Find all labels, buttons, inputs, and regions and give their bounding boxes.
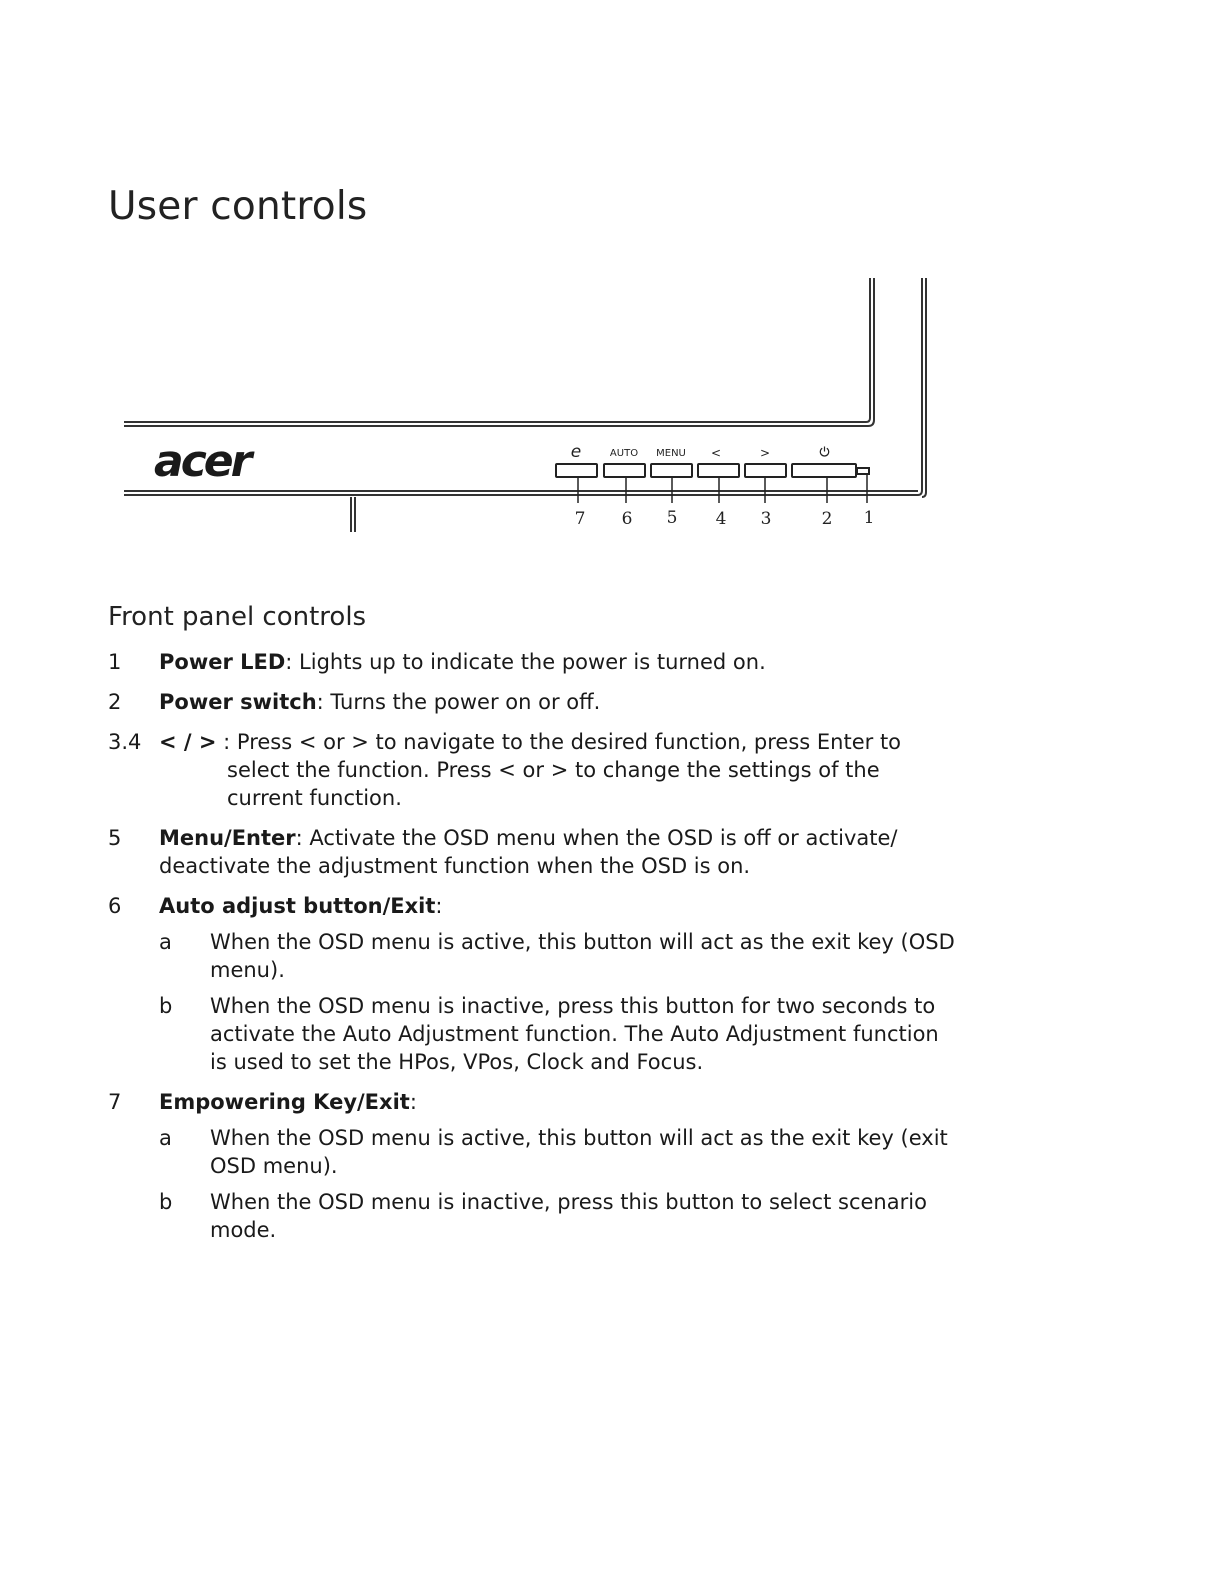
item-number: 7 [108,1090,122,1114]
sub-item-text: When the OSD menu is active, this button will act as the exit key (OSD menu). [210,930,955,982]
empowering-key-label: e [570,442,582,462]
list-item-empowering-key [108,1088,958,1244]
sub-item-letter: b [159,1190,173,1214]
item-number: 1 [108,650,122,674]
section-title: Front panel controls [108,602,367,632]
left-button[interactable] [698,464,739,477]
sub-item-letter: b [159,994,173,1018]
sub-item [159,1124,958,1180]
item-description: : Activate the OSD menu when the OSD is off or activate/ deactivate the adjustment function when the OSD is on. [159,826,898,878]
acer-logo: acer [154,436,250,487]
item-term: Power switch [159,690,317,714]
item-term: < / > [159,730,217,754]
power-led [857,468,869,474]
item-number: 3.4 [108,730,142,754]
left-arrow-label: < [710,446,722,460]
sub-item-text: When the OSD menu is active, this button will act as the exit key (exit OSD menu). [210,1126,948,1178]
list-item-navigate [108,728,958,812]
empowering-key-button[interactable] [556,464,597,477]
power-switch-button[interactable] [792,464,856,477]
right-arrow-label: > [759,446,771,460]
list-item-power-led [108,648,958,676]
page-title: User controls [108,184,368,229]
sub-item-text: When the OSD menu is inactive, press this button for two seconds to activate the Auto Adjustment function. The Auto Adjustment function is used to set the HPos, VPos, Clock and Focus. [210,994,939,1074]
menu-button[interactable] [651,464,692,477]
item-description: : Press < or > to navigate to the desired function, press Enter to select the function. Press < or > to change the settings of the current function. [216,730,902,810]
item-term: Menu/Enter [159,826,296,850]
auto-button[interactable] [604,464,645,477]
sub-item [159,928,958,984]
callout-3: 3 [760,509,772,529]
power-icon [820,447,828,457]
item-term: Power LED [159,650,286,674]
item-number: 2 [108,690,122,714]
item-term: Empowering Key/Exit [159,1090,410,1114]
right-button[interactable] [745,464,786,477]
sub-item-text: When the OSD menu is inactive, press this button to select scenario mode. [210,1190,927,1242]
list-item-power-switch [108,688,958,716]
callout-4: 4 [715,509,727,529]
sub-item [159,1188,958,1244]
sub-item-letter: a [159,1126,172,1150]
screen-edge [124,278,870,422]
callout-2: 2 [821,509,833,529]
callout-5: 5 [666,508,678,528]
sub-item [159,992,958,1076]
item-description: : Turns the power on or off. [316,690,601,714]
item-term: Auto adjust button/Exit [159,894,436,918]
callout-1: 1 [863,508,875,528]
list-item-auto-adjust [108,892,958,1076]
auto-label: AUTO [609,448,639,459]
item-description: : Lights up to indicate the power is turned on. [285,650,766,674]
sub-item-letter: a [159,930,172,954]
item-description: : [435,894,443,918]
controls-list [108,648,958,1256]
item-number: 6 [108,894,122,918]
list-item-menu-enter [108,824,958,880]
callout-6: 6 [621,509,633,529]
front-panel-diagram [110,270,940,545]
item-number: 5 [108,826,122,850]
callout-7: 7 [574,509,586,529]
item-description: : [409,1090,417,1114]
menu-label: MENU [656,448,686,459]
